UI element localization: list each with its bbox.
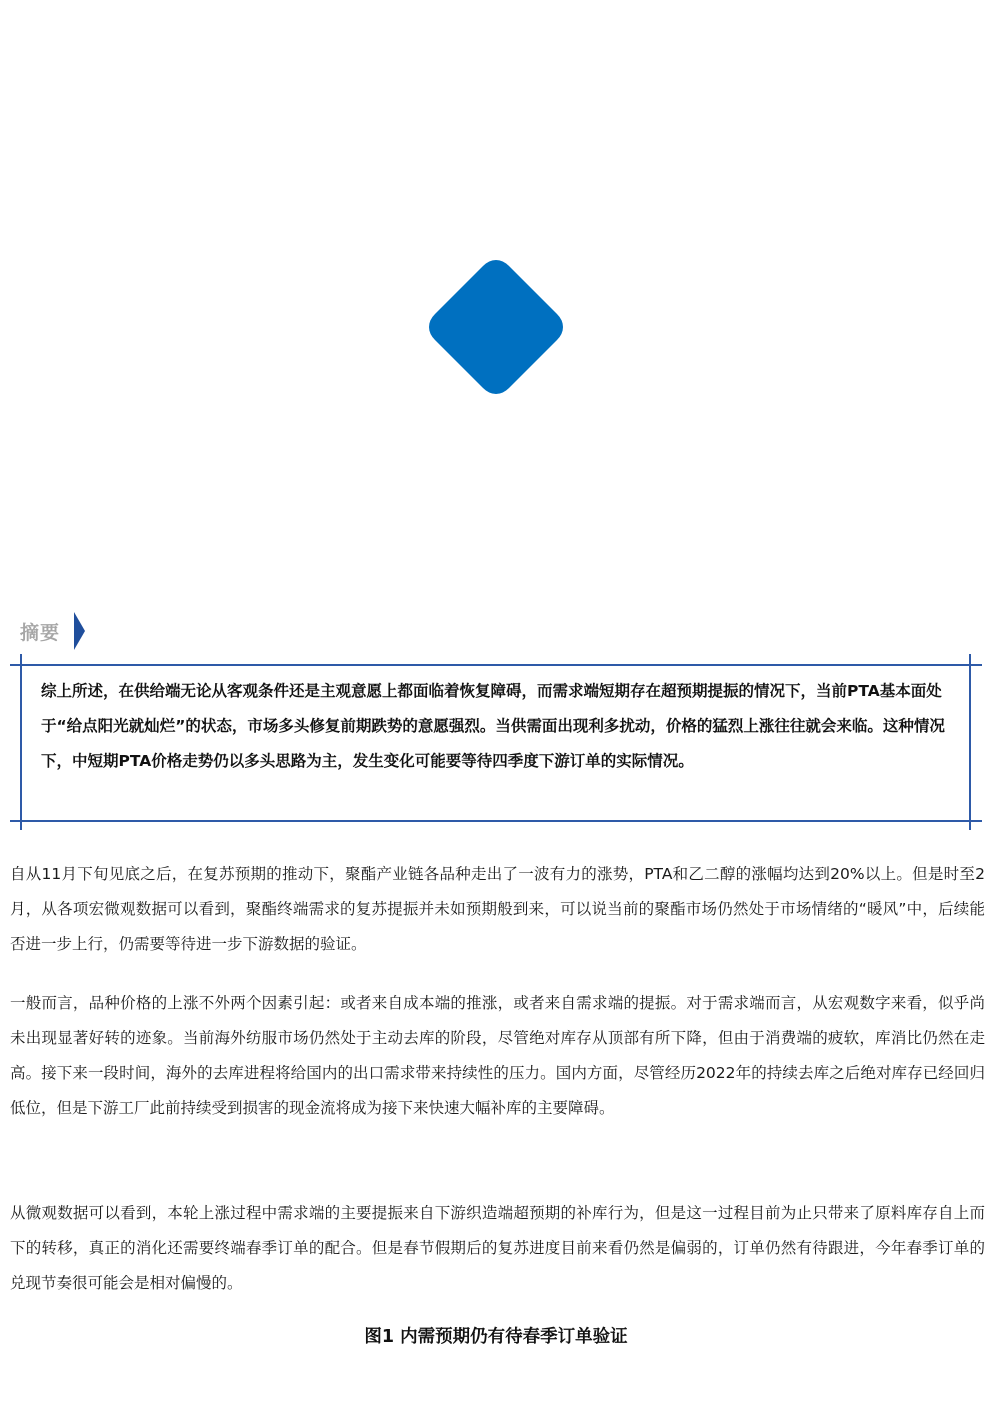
body-paragraph-1: 自从11月下旬见底之后，在复苏预期的推动下，聚酯产业链各品种走出了一波有力的涨势，PTA和乙二醇的涨幅均达到20%以上。但是时至2月，从各项宏微观数据可以看到，聚酯终端需求的复苏提振并未如预期般到来，可以说当前的聚酯市场仍然处于市场情绪的“暖风”中，后续能否进一步上行，仍需要等待进一步下游数据的验证。 (10, 865, 985, 953)
summary-box-right-rule (969, 654, 971, 830)
body-paragraph-3: 从微观数据可以看到，本轮上涨过程中需求端的主要提振来自下游织造端超预期的补库行为，但是这一过程目前为止只带来了原料库存自上而下的转移，真正的消化还需要终端春季订单的配合。但是春节假期后的复苏进度目前来看仍然是偏弱的，订单仍然有待跟进，今年春季订单的兑现节奏很可能会是相对偏慢的。 (10, 1204, 985, 1292)
summary-box-top-rule (10, 664, 982, 666)
cover-logo-area (0, 0, 992, 560)
diamond-logo-icon (425, 256, 567, 398)
figure-caption: 图1 内需预期仍有待春季订单验证 (364, 1327, 628, 1347)
abstract-heading (20, 614, 85, 648)
abstract-summary-box (10, 654, 982, 830)
chevron-right-icon (74, 612, 85, 650)
abstract-summary-text: 综上所述，在供给端无论从客观条件还是主观意愿上都面临着恢复障碍，而需求端短期存在超预期提振的情况下，当前PTA基本面处于“给点阳光就灿烂”的状态，市场多头修复前期跌势的意愿强烈。当供需面出现利多扰动，价格的猛烈上涨往往就会来临。这种情况下，中短期PTA价格走势仍以多头思路为主，发生变化可能要等待四季度下游订单的实际情况。 (41, 682, 945, 770)
abstract-heading-label: 摘要 (20, 621, 61, 644)
summary-box-left-rule (20, 654, 22, 830)
summary-box-bottom-rule (10, 820, 982, 822)
body-paragraph-2: 一般而言，品种价格的上涨不外两个因素引起：或者来自成本端的推涨，或者来自需求端的提振。对于需求端而言，从宏观数字来看，似乎尚未出现显著好转的迹象。当前海外纺服市场仍然处于主动去库的阶段，尽管绝对库存从顶部有所下降，但由于消费端的疲软，库消比仍然在走高。接下来一段时间，海外的去库进程将给国内的出口需求带来持续性的压力。国内方面，尽管经历2022年的持续去库之后绝对库存已经回归低位，但是下游工厂此前持续受到损害的现金流将成为接下来快速大幅补库的主要障碍。 (10, 994, 985, 1117)
diamond-logo-shape (429, 260, 563, 394)
